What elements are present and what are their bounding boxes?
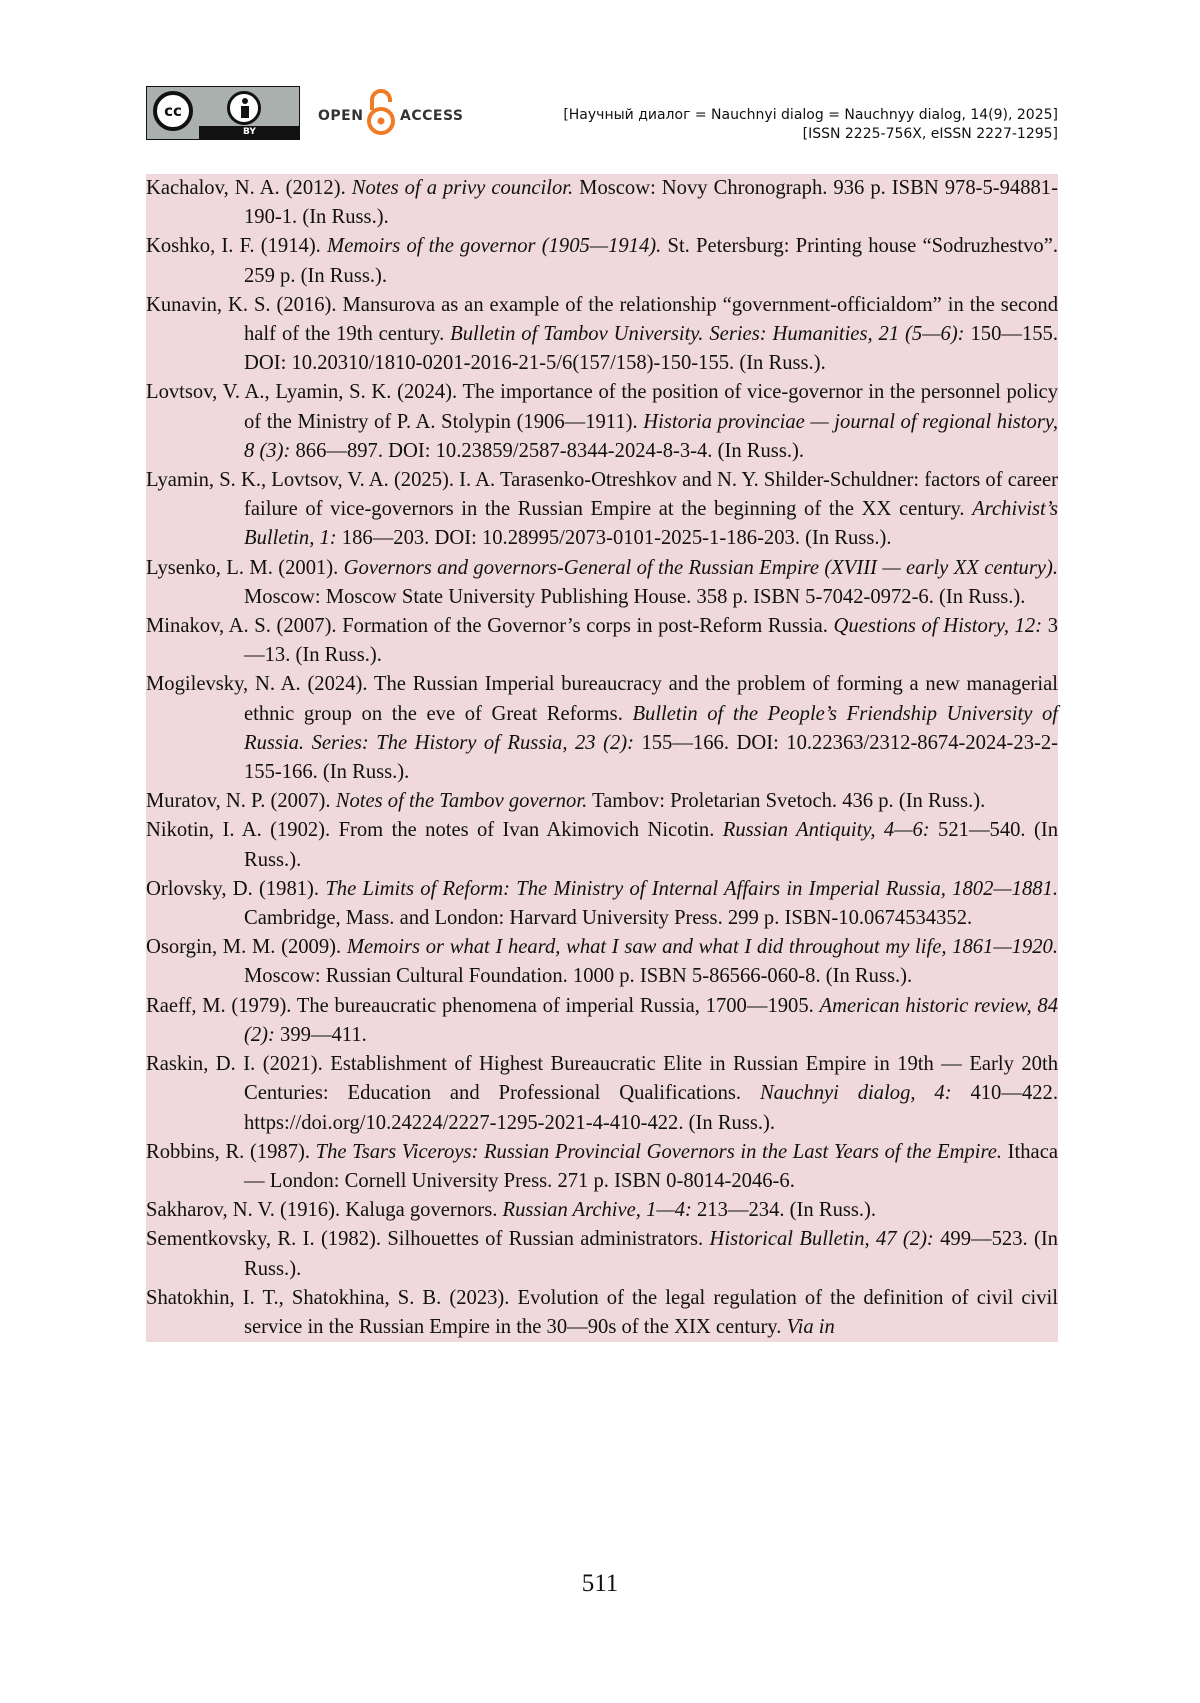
journal-issn-line: [ISSN 2225-756X, eISSN 2227-1295] <box>802 126 1058 142</box>
reference-source-title: The Limits of Reform: The Ministry of Internal Affairs in Imperial Russia, 1802—1881. <box>325 877 1059 900</box>
reference-text: Raskin, D. I. (2021). Establishment of Highest Bureaucratic Elite in Russian Empire in 19th — Early 20th Centuries: Education and Professional Qualifications. <box>146 1053 1058 1105</box>
reference-text: Nikotin, I. A. (1902). From the notes of Ivan Akimovich Nicotin. <box>146 819 723 842</box>
reference-entry <box>146 1050 1058 1138</box>
reference-text: Raeff, M. (1979). The bureaucratic phenomena of imperial Russia, 1700—1905. <box>146 994 820 1017</box>
attribution-person-icon <box>227 91 261 125</box>
reference-entry <box>146 554 1058 612</box>
reference-source-title: Nauchnyi dialog, 4: <box>759 1082 952 1105</box>
reference-entry <box>146 816 1058 874</box>
reference-entry <box>146 1284 1058 1342</box>
open-lock-icon <box>364 88 398 136</box>
open-access-open-word: OPEN <box>318 108 364 124</box>
reference-text: Shatokhin, I. T., Shatokhina, S. B. (2023). Evolution of the legal regulation of the definition of civil civil service in the Russian Empire in the 30—90s of the XIX century. <box>146 1286 1058 1338</box>
reference-entry <box>146 378 1058 466</box>
reference-text: Lysenko, L. M. (2001). <box>146 556 344 579</box>
reference-source-title: Bulletin of Tambov University. Series: Humanities, 21 (5—6): <box>450 323 965 346</box>
reference-entry <box>146 787 1058 816</box>
reference-source-title: Via in <box>786 1315 835 1338</box>
journal-citation <box>563 106 1058 144</box>
reference-entry <box>146 466 1058 554</box>
reference-details: 399—411. <box>274 1023 367 1046</box>
reference-source-title: Bulletin of the People’s Friendship University of Russia. Series: The History of Russia, 23 (2): <box>244 702 1059 754</box>
reference-source-title: Notes of the Tambov governor. <box>335 790 588 813</box>
reference-text: Lyamin, S. K., Lovtsov, V. A. (2025). I. A. Tarasenko-Otreshkov and N. Y. Shilder-Schuldner: factors of career failure of vice-governors in the Russian Empire at the beginning of the XX century. <box>146 469 1058 521</box>
by-label: BY <box>199 126 300 139</box>
reference-entry <box>146 1196 1058 1225</box>
reference-text: Koshko, I. F. (1914). <box>146 235 328 258</box>
open-access-access-word: ACCESS <box>400 108 464 124</box>
reference-details: Tambov: Proletarian Svetoch. 436 p. (In Russ.). <box>587 790 986 813</box>
reference-entry <box>146 1225 1058 1283</box>
reference-text: Orlovsky, D. (1981). <box>146 877 326 900</box>
reference-text: Lovtsov, V. A., Lyamin, S. K. (2024). The importance of the position of vice-governor in the personnel policy of the Ministry of P. A. Stolypin (1906—1911). <box>146 381 1058 433</box>
reference-details: 213—234. (In Russ.). <box>691 1199 877 1222</box>
page-number: 511 <box>581 1570 619 1597</box>
reference-details: 410—422. https://doi.org/10.24224/2227-1295-2021-4-410-422. (In Russ.). <box>244 1082 1058 1134</box>
reference-text: Sementkovsky, R. I. (1982). Silhouettes of Russian administrators. <box>146 1228 710 1251</box>
reference-details: 150—155. DOI: 10.20310/1810-0201-2016-21-5/6(157/158)-150-155. (In Russ.). <box>244 323 1059 375</box>
reference-source-title: American historic review, 84 (2): <box>244 994 1058 1046</box>
reference-entry <box>146 875 1058 933</box>
reference-details: Moscow: Novy Chronograph. 936 p. ISBN 978-5-94881-190-1. (In Russ.). <box>244 177 1058 229</box>
reference-details: Ithaca — London: Cornell University Press. 271 p. ISBN 0-8014-2046-6. <box>244 1140 1058 1192</box>
open-access-logo <box>318 86 464 140</box>
reference-entry <box>146 232 1058 290</box>
reference-entry <box>146 670 1058 787</box>
reference-entry <box>146 992 1058 1050</box>
page-header <box>146 86 1058 144</box>
reference-details: Cambridge, Mass. and London: Harvard University Press. 299 p. ISBN-10.0674534352. <box>244 907 973 930</box>
reference-text: Robbins, R. (1987). <box>146 1140 316 1163</box>
reference-details: Moscow: Russian Cultural Foundation. 1000 p. ISBN 5-86566-060-8. (In Russ.). <box>244 965 913 988</box>
reference-text: Osorgin, M. M. (2009). <box>146 936 347 959</box>
reference-text: Mogilevsky, N. A. (2024). The Russian Imperial bureaucracy and the problem of forming a new managerial ethnic group on the eve of Great Reforms. <box>146 673 1058 725</box>
reference-source-title: Historical Bulletin, 47 (2): <box>709 1228 934 1251</box>
reference-details: St. Petersburg: Printing house “Sodruzhestvo”. 259 p. (In Russ.). <box>244 235 1058 287</box>
reference-list <box>146 174 1058 1342</box>
reference-details: 3—13. (In Russ.). <box>244 615 1058 667</box>
reference-entry <box>146 291 1058 379</box>
reference-text: Sakharov, N. V. (1916). Kaluga governors. <box>146 1199 503 1222</box>
reference-source-title: Memoirs of the governor (1905—1914). <box>327 235 662 258</box>
reference-source-title: Governors and governors-General of the Russian Empire (XVIII — early XX century). <box>343 556 1058 579</box>
reference-entry <box>146 1138 1058 1196</box>
journal-title-line: [Научный диалог = Nauchnyi dialog = Nauchnyy dialog, 14(9), 2025] <box>563 107 1058 123</box>
reference-source-title: Historia provinciae — journal of regional history, 8 (3): <box>244 410 1058 462</box>
reference-text: Muratov, N. P. (2007). <box>146 790 336 813</box>
reference-text: Kachalov, N. A. (2012). <box>146 177 352 199</box>
reference-details: 186—203. DOI: 10.28995/2073-0101-2025-1-186-203. (In Russ.). <box>336 527 892 550</box>
reference-entry <box>146 174 1058 232</box>
reference-source-title: The Tsars Viceroys: Russian Provincial Governors in the Last Years of the Empire. <box>315 1140 1003 1163</box>
reference-details: 155—166. DOI: 10.22363/2312-8674-2024-23-2-155-166. (In Russ.). <box>244 731 1058 784</box>
reference-source-title: Notes of a privy councilor. <box>351 177 574 199</box>
reference-details: 866—897. DOI: 10.23859/2587-8344-2024-8-3-4. (In Russ.). <box>290 439 804 462</box>
reference-source-title: Russian Antiquity, 4—6: <box>722 819 930 842</box>
cc-icon: cc <box>153 91 193 131</box>
cc-by-license-badge <box>146 86 300 140</box>
reference-details: 521—540. (In Russ.). <box>244 819 1058 871</box>
reference-text: Kunavin, K. S. (2016). Mansurova as an example of the relationship “government-officialdom” in the second half of the 19th century. <box>146 293 1058 346</box>
reference-entry <box>146 612 1058 670</box>
reference-details: 499—523. (In Russ.). <box>244 1228 1058 1280</box>
reference-entry <box>146 933 1058 991</box>
reference-text: Minakov, A. S. (2007). Formation of the Governor’s corps in post-Reform Russia. <box>146 615 834 638</box>
reference-details: Moscow: Moscow State University Publishing House. 358 p. ISBN 5-7042-0972-6. (In Russ.). <box>244 585 1026 608</box>
reference-source-title: Memoirs or what I heard, what I saw and what I did throughout my life, 1861—1920. <box>346 936 1059 959</box>
reference-source-title: Archivist’s Bulletin, 1: <box>244 498 1058 550</box>
reference-source-title: Questions of History, 12: <box>833 615 1043 638</box>
reference-source-title: Russian Archive, 1—4: <box>502 1199 692 1222</box>
